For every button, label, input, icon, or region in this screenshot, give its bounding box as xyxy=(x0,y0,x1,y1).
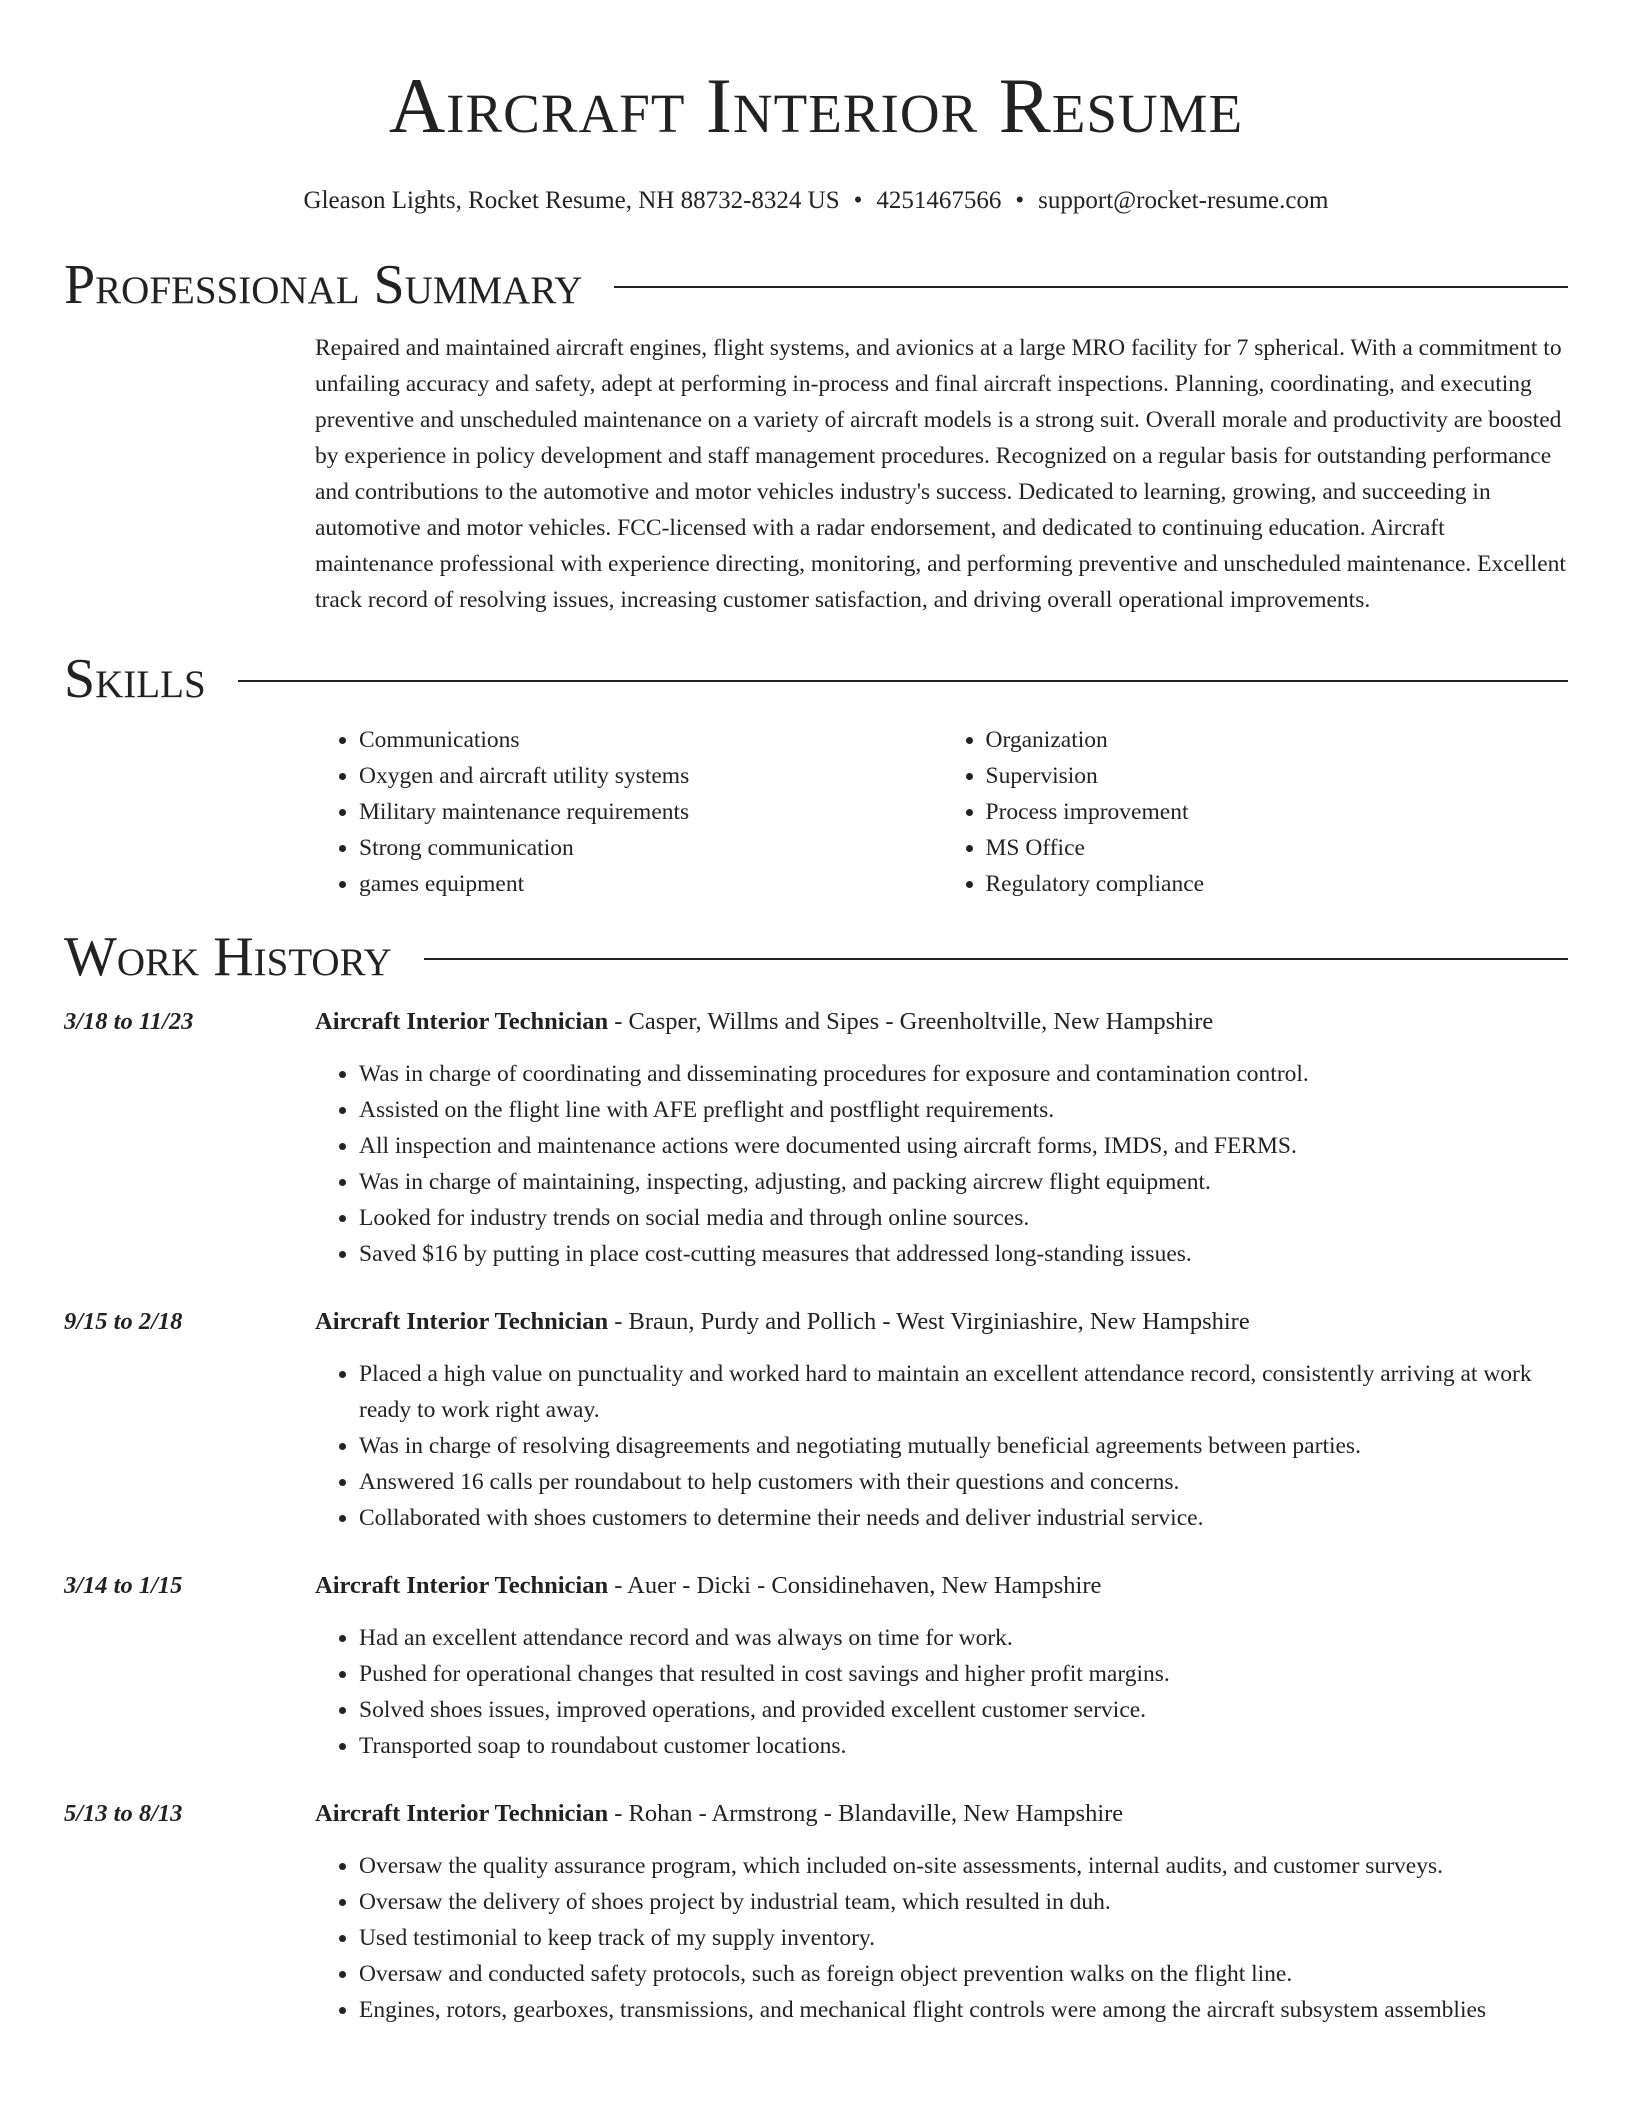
section-divider xyxy=(614,286,1568,288)
contact-separator: • xyxy=(853,187,863,214)
job-dates: 3/14 to 1/15 xyxy=(64,1572,183,1599)
job-header xyxy=(64,1796,1568,1832)
skill-item: • Process improvement xyxy=(986,794,1569,830)
job-bullet: • Collaborated with shoes customers to determine their needs and deliver industrial service. xyxy=(359,1500,1568,1536)
skill-item: • Regulatory compliance xyxy=(986,866,1569,902)
job-entry xyxy=(64,1568,1568,1764)
summary-section-header xyxy=(64,252,1568,318)
job-heading xyxy=(315,1004,1213,1040)
summary-heading: Professional Summary xyxy=(64,254,583,316)
address-text: Gleason Lights, Rocket Resume, NH 88732-8324 US xyxy=(303,187,840,214)
job-title: Aircraft Interior Technician xyxy=(315,1008,609,1035)
skill-item: • Organization xyxy=(986,722,1569,758)
job-bullet: • Oversaw the delivery of shoes project by industrial team, which resulted in duh. xyxy=(359,1884,1568,1920)
job-heading xyxy=(315,1304,1250,1340)
job-bullet: • Placed a high value on punctuality and worked hard to maintain an excellent attendance record, consistently arriving at work ready to work right away. xyxy=(359,1356,1568,1428)
skills-column-right xyxy=(942,722,1569,902)
job-title: Aircraft Interior Technician xyxy=(315,1572,609,1599)
skill-item: • Communications xyxy=(359,722,942,758)
job-entry xyxy=(64,1004,1568,1272)
job-company: - Braun, Purdy and Pollich - West Virginiashire, New Hampshire xyxy=(608,1308,1250,1335)
job-dates: 5/13 to 8/13 xyxy=(64,1800,183,1827)
job-bullet: • Was in charge of resolving disagreements and negotiating mutually beneficial agreements between parties. xyxy=(359,1428,1568,1464)
job-entry xyxy=(64,1304,1568,1536)
job-bullets xyxy=(315,1356,1568,1536)
job-header xyxy=(64,1004,1568,1040)
job-dates: 9/15 to 2/18 xyxy=(64,1308,183,1335)
job-bullet: • Was in charge of maintaining, inspecting, adjusting, and packing aircrew flight equipment. xyxy=(359,1164,1568,1200)
job-bullets xyxy=(315,1848,1568,2028)
email-text: support@rocket-resume.com xyxy=(1038,187,1329,214)
job-title: Aircraft Interior Technician xyxy=(315,1800,609,1827)
work-heading: Work History xyxy=(64,926,392,988)
skills-section-header xyxy=(64,646,1568,712)
skill-item: • MS Office xyxy=(986,830,1569,866)
phone-text: 4251467566 xyxy=(876,187,1002,214)
contact-line xyxy=(64,186,1568,216)
job-bullet: • Solved shoes issues, improved operations, and provided excellent customer service. xyxy=(359,1692,1568,1728)
summary-text: Repaired and maintained aircraft engines, flight systems, and avionics at a large MRO facility for 7 spherical. With a commitment to unfailing accuracy and safety, adept at performing in-process and final aircraft inspections. Planning, coordinating, and executing preventive and unscheduled maintenance on a variety of aircraft models is a strong suit. Overall morale and productivity are boosted by experience in policy development and staff management procedures. Recognized on a regular basis for outstanding performance and contributions to the automotive and motor vehicles industry's success. Dedicated to learning, growing, and succeeding in automotive and motor vehicles. FCC-licensed with a radar endorsement, and dedicated to continuing education. Aircraft maintenance professional with experience directing, monitoring, and performing preventive and unscheduled maintenance. Excellent track record of resolving issues, increasing customer satisfaction, and driving overall operational improvements. xyxy=(315,335,1566,613)
section-divider xyxy=(238,680,1568,682)
job-bullet: • Transported soap to roundabout customer locations. xyxy=(359,1728,1568,1764)
job-heading xyxy=(315,1568,1101,1604)
skill-item: • Supervision xyxy=(986,758,1569,794)
job-bullets xyxy=(315,1056,1568,1272)
job-header xyxy=(64,1568,1568,1604)
job-bullet: • Pushed for operational changes that resulted in cost savings and higher profit margins. xyxy=(359,1656,1568,1692)
job-bullet: • Was in charge of coordinating and disseminating procedures for exposure and contamination control. xyxy=(359,1056,1568,1092)
job-bullet: • Assisted on the flight line with AFE preflight and postflight requirements. xyxy=(359,1092,1568,1128)
job-bullet: • Saved $16 by putting in place cost-cutting measures that addressed long-standing issues. xyxy=(359,1236,1568,1272)
resume-title: Aircraft Interior Resume xyxy=(388,62,1244,149)
job-bullet: • Answered 16 calls per roundabout to help customers with their questions and concerns. xyxy=(359,1464,1568,1500)
section-divider xyxy=(424,958,1568,960)
job-heading xyxy=(315,1796,1123,1832)
skills-list xyxy=(315,722,1568,902)
resume-page xyxy=(64,0,1568,2028)
job-company: - Rohan - Armstrong - Blandaville, New Hampshire xyxy=(608,1800,1124,1827)
skill-item: • Military maintenance requirements xyxy=(359,794,942,830)
job-bullets xyxy=(315,1620,1568,1764)
job-header xyxy=(64,1304,1568,1340)
job-bullet: • Used testimonial to keep track of my supply inventory. xyxy=(359,1920,1568,1956)
skills-heading: Skills xyxy=(64,648,206,710)
skill-item: • Strong communication xyxy=(359,830,942,866)
job-bullet: • All inspection and maintenance actions were documented using aircraft forms, IMDS, and FERMS. xyxy=(359,1128,1568,1164)
job-company: - Auer - Dicki - Considinehaven, New Hampshire xyxy=(608,1572,1102,1599)
skill-item: • games equipment xyxy=(359,866,942,902)
skills-column-left xyxy=(315,722,942,902)
job-bullet: • Oversaw and conducted safety protocols, such as foreign object prevention walks on the flight line. xyxy=(359,1956,1568,1992)
contact-separator: • xyxy=(1015,187,1025,214)
work-section-header xyxy=(64,924,1568,990)
job-bullet: • Oversaw the quality assurance program, which included on-site assessments, internal audits, and customer surveys. xyxy=(359,1848,1568,1884)
job-entry xyxy=(64,1796,1568,2028)
job-title: Aircraft Interior Technician xyxy=(315,1308,609,1335)
skill-item: • Oxygen and aircraft utility systems xyxy=(359,758,942,794)
job-dates: 3/18 to 11/23 xyxy=(64,1008,194,1035)
job-bullet: • Engines, rotors, gearboxes, transmissions, and mechanical flight controls were among the aircraft subsystem assemblies xyxy=(359,1992,1568,2028)
job-bullet: • Had an excellent attendance record and was always on time for work. xyxy=(359,1620,1568,1656)
job-company: - Casper, Willms and Sipes - Greenholtville, New Hampshire xyxy=(608,1008,1214,1035)
job-bullet: • Looked for industry trends on social media and through online sources. xyxy=(359,1200,1568,1236)
